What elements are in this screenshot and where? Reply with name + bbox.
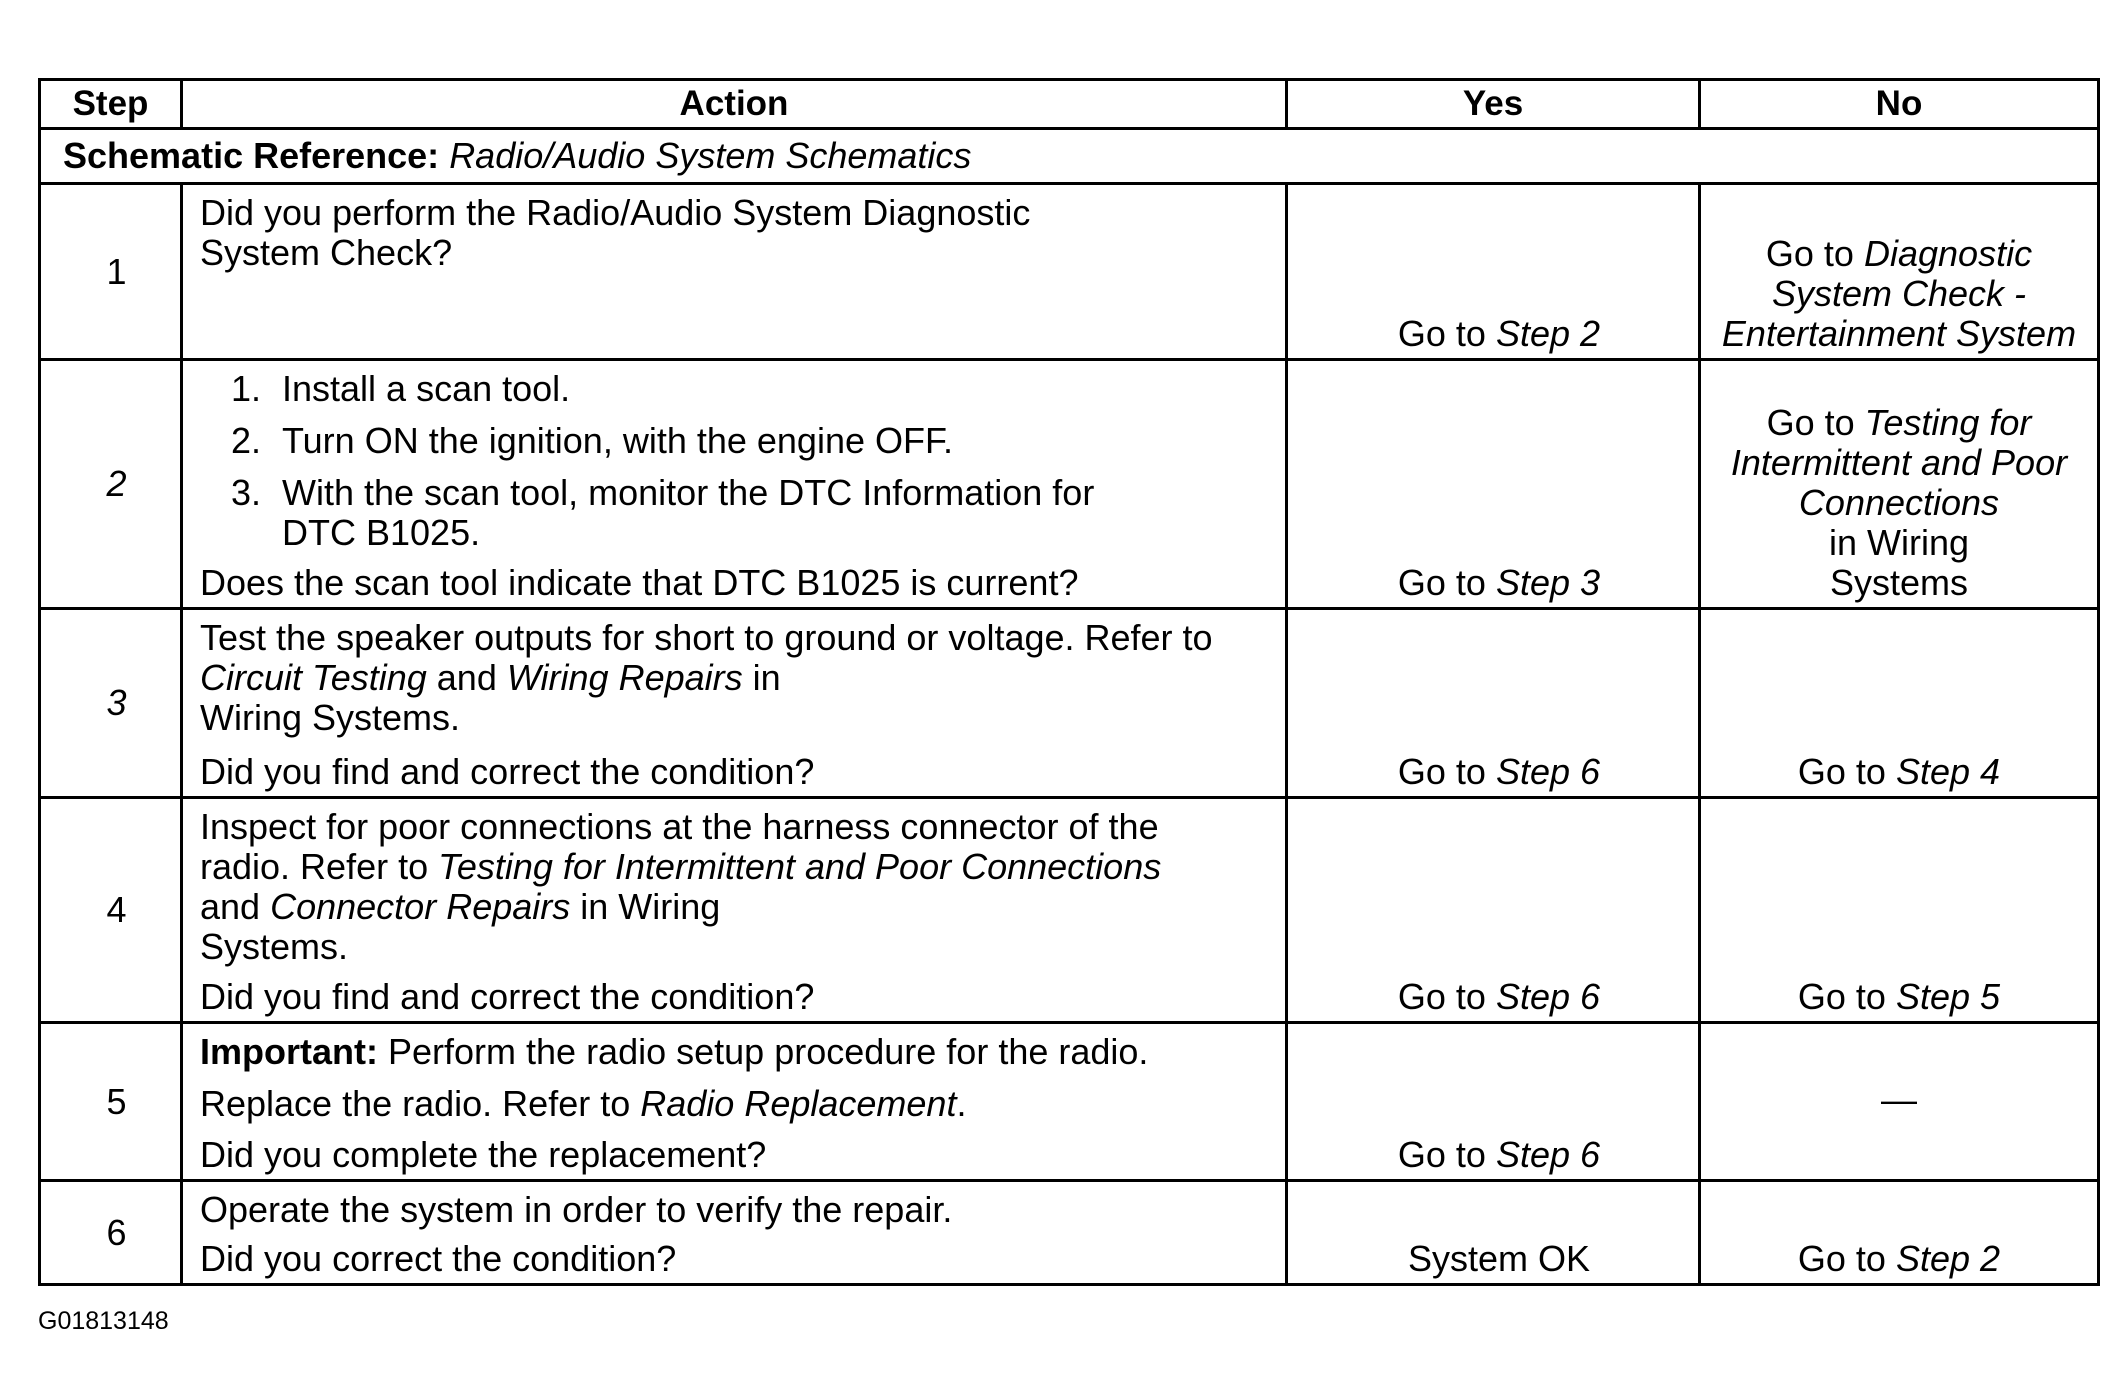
step-number: 3: [106, 682, 127, 723]
header-step-label: Step: [72, 84, 149, 123]
action-cell-3: [183, 610, 1288, 799]
yes-result: [1398, 1135, 1600, 1175]
go-to-text: Go to: [1397, 1134, 1486, 1175]
list-item-text: Turn ON the ignition, with the engine OFF.: [282, 420, 953, 461]
no-result: [1798, 752, 2000, 792]
header-step: [41, 81, 183, 130]
header-yes: [1288, 81, 1701, 130]
action-instruction: [200, 1084, 1277, 1124]
header-action-label: Action: [679, 84, 789, 123]
no-result: [1798, 977, 2000, 1017]
no-result-line: [1766, 234, 2032, 274]
action-line-text: Operate the system in order to verify the repair.: [200, 1189, 953, 1230]
procedure-reference: Circuit Testing: [200, 657, 427, 698]
step-number: 4: [106, 889, 127, 930]
list-item-text: Install a scan tool.: [282, 368, 571, 409]
step-number: 2: [106, 463, 127, 504]
step-cell-5: [41, 1024, 183, 1182]
header-action: [183, 81, 1288, 130]
yes-result: [1398, 314, 1600, 354]
yes-result: [1398, 977, 1600, 1017]
no-cell-6: [1701, 1182, 2100, 1286]
no-result-line: [1767, 403, 2032, 443]
step-cell-1: [41, 185, 183, 361]
action-text: [200, 807, 1277, 967]
no-result-line: [1799, 483, 1999, 523]
figure-id: G01813148: [38, 1307, 169, 1335]
action-line: [200, 233, 1277, 273]
no-result-line: [1731, 443, 2067, 483]
yes-result: [1398, 752, 1600, 792]
list-item-number: 1.: [231, 368, 262, 409]
action-line-text: Did you perform the Radio/Audio System Diagnostic: [200, 192, 1031, 233]
step-reference: Step 3: [1495, 562, 1601, 603]
action-line-text: radio. Refer to: [200, 846, 429, 887]
go-to-text: Go to: [1397, 976, 1486, 1017]
step-reference: Step 6: [1495, 751, 1601, 792]
action-line: [200, 927, 1277, 967]
yes-result: System OK: [1407, 1238, 1591, 1279]
list-item-body: [282, 369, 570, 409]
step-cell-3: [41, 610, 183, 799]
procedure-reference: Connections: [1798, 482, 2000, 523]
step-reference: Step 6: [1495, 976, 1601, 1017]
procedure-reference: Intermittent and Poor: [1730, 442, 2068, 483]
action-line: [200, 847, 1277, 887]
step-cell-4: [41, 799, 183, 1024]
important-label: Important:: [200, 1031, 378, 1072]
header-no: [1701, 81, 2100, 130]
action-cell-5: [183, 1024, 1288, 1182]
action-cell-4: [183, 799, 1288, 1024]
no-cell-5: [1701, 1024, 2100, 1182]
no-result-line: [1772, 274, 2026, 314]
yes-cell-6: [1288, 1182, 1701, 1286]
go-to-text: Go to: [1397, 313, 1486, 354]
yes-cell-5: [1288, 1024, 1701, 1182]
action-line: [200, 887, 1277, 927]
diagnostic-table: [38, 78, 2100, 1286]
step-reference: Step 4: [1895, 751, 2001, 792]
action-cell-1: [183, 185, 1288, 361]
go-to-text: Go to: [1797, 976, 1886, 1017]
no-result-dash: —: [1881, 1078, 1917, 1120]
action-line-text: Test the speaker outputs for short to ground or voltage. Refer to: [200, 617, 1213, 658]
no-cell-1: [1701, 185, 2100, 361]
list-item-text: DTC B1025.: [282, 512, 481, 553]
no-cell-2: [1701, 361, 2100, 610]
important-text: Perform the radio setup procedure for the radio.: [388, 1031, 1149, 1072]
action-question: Does the scan tool indicate that DTC B1025 is current?: [200, 562, 1079, 603]
important-note: [200, 1032, 1277, 1072]
action-line: [200, 658, 1277, 698]
action-line-text: in Wiring: [580, 886, 721, 927]
schematic-reference-value: Radio/Audio System Schematics: [449, 135, 972, 176]
list-item-text: With the scan tool, monitor the DTC Information for: [282, 472, 1095, 513]
section-reference: Systems: [1829, 562, 1969, 603]
action-question: Did you find and correct the condition?: [200, 751, 815, 792]
procedure-reference: System Check -: [1771, 273, 2027, 314]
yes-cell-4: [1288, 799, 1701, 1024]
header-yes-label: Yes: [1462, 84, 1524, 123]
step-reference: Step 2: [1895, 1238, 2001, 1279]
action-cell-2: [183, 361, 1288, 610]
action-line: [200, 698, 1277, 738]
action-line-text: in: [752, 657, 781, 698]
procedure-reference: Connector Repairs: [270, 886, 571, 927]
list-item-number: 3.: [231, 472, 262, 513]
go-to-text: Go to: [1765, 233, 1854, 274]
action-line: [200, 618, 1277, 658]
schematic-reference-label: Schematic Reference:: [63, 135, 440, 176]
no-result-line: [1830, 563, 1968, 603]
action-line-text: Wiring Systems.: [200, 697, 461, 738]
no-cell-4: [1701, 799, 2100, 1024]
go-to-text: Go to: [1397, 562, 1486, 603]
numbered-list: [200, 369, 1277, 553]
go-to-text: Go to: [1766, 402, 1855, 443]
yes-cell-2: [1288, 361, 1701, 610]
header-no-label: No: [1875, 84, 1923, 123]
yes-cell-1: [1288, 185, 1701, 361]
action-line: [200, 193, 1277, 233]
yes-cell-3: [1288, 610, 1701, 799]
no-cell-3: [1701, 610, 2100, 799]
no-result-line: [1722, 314, 2076, 354]
action-question: Did you correct the condition?: [200, 1238, 677, 1279]
action-cell-6: [183, 1182, 1288, 1286]
procedure-reference: Wiring Repairs: [506, 657, 743, 698]
step-reference: Step 2: [1495, 313, 1601, 354]
action-line-text: .: [956, 1082, 967, 1124]
step-cell-6: [41, 1182, 183, 1286]
no-result-line: [1829, 523, 1969, 563]
action-text: [200, 618, 1277, 738]
action-line-text: Systems.: [200, 926, 349, 967]
procedure-reference: Diagnostic: [1863, 233, 2033, 274]
step-number: 6: [106, 1211, 127, 1253]
go-to-text: Go to: [1397, 751, 1486, 792]
step-reference: Step 6: [1495, 1134, 1601, 1175]
step-number: 5: [106, 1080, 127, 1122]
go-to-text: Go to: [1797, 1238, 1886, 1279]
action-line-text: Replace the radio. Refer to: [200, 1082, 631, 1124]
section-reference: in Wiring: [1828, 522, 1970, 563]
action-line-text: System Check?: [200, 232, 453, 273]
action-line-text: and: [436, 657, 497, 698]
action-line: [200, 807, 1277, 847]
action-line-text: Inspect for poor connections at the harness connector of the: [200, 806, 1159, 847]
list-item-body: [282, 421, 953, 461]
action-line: [200, 1190, 1277, 1230]
step-reference: Step 5: [1895, 976, 2001, 1017]
action-question: Did you complete the replacement?: [200, 1134, 767, 1175]
step-number: 1: [106, 250, 127, 292]
list-item-body: [282, 473, 1094, 553]
action-question: Did you find and correct the condition?: [200, 976, 815, 1017]
list-item: [200, 473, 1277, 553]
no-result: [1798, 1239, 2000, 1279]
schematic-reference-row: [41, 130, 2100, 185]
procedure-reference: Testing for: [1864, 402, 2032, 443]
procedure-reference: Entertainment System: [1721, 313, 2077, 354]
procedure-reference: Testing for Intermittent and Poor Connections: [438, 846, 1162, 887]
procedure-reference: Radio Replacement: [640, 1082, 957, 1124]
list-item: [200, 421, 1277, 461]
go-to-text: Go to: [1797, 751, 1886, 792]
action-text: [200, 193, 1277, 273]
list-item: [200, 369, 1277, 409]
yes-result: [1398, 563, 1600, 603]
list-item-number: 2.: [231, 420, 262, 461]
step-cell-2: [41, 361, 183, 610]
action-line-text: and: [200, 886, 261, 927]
